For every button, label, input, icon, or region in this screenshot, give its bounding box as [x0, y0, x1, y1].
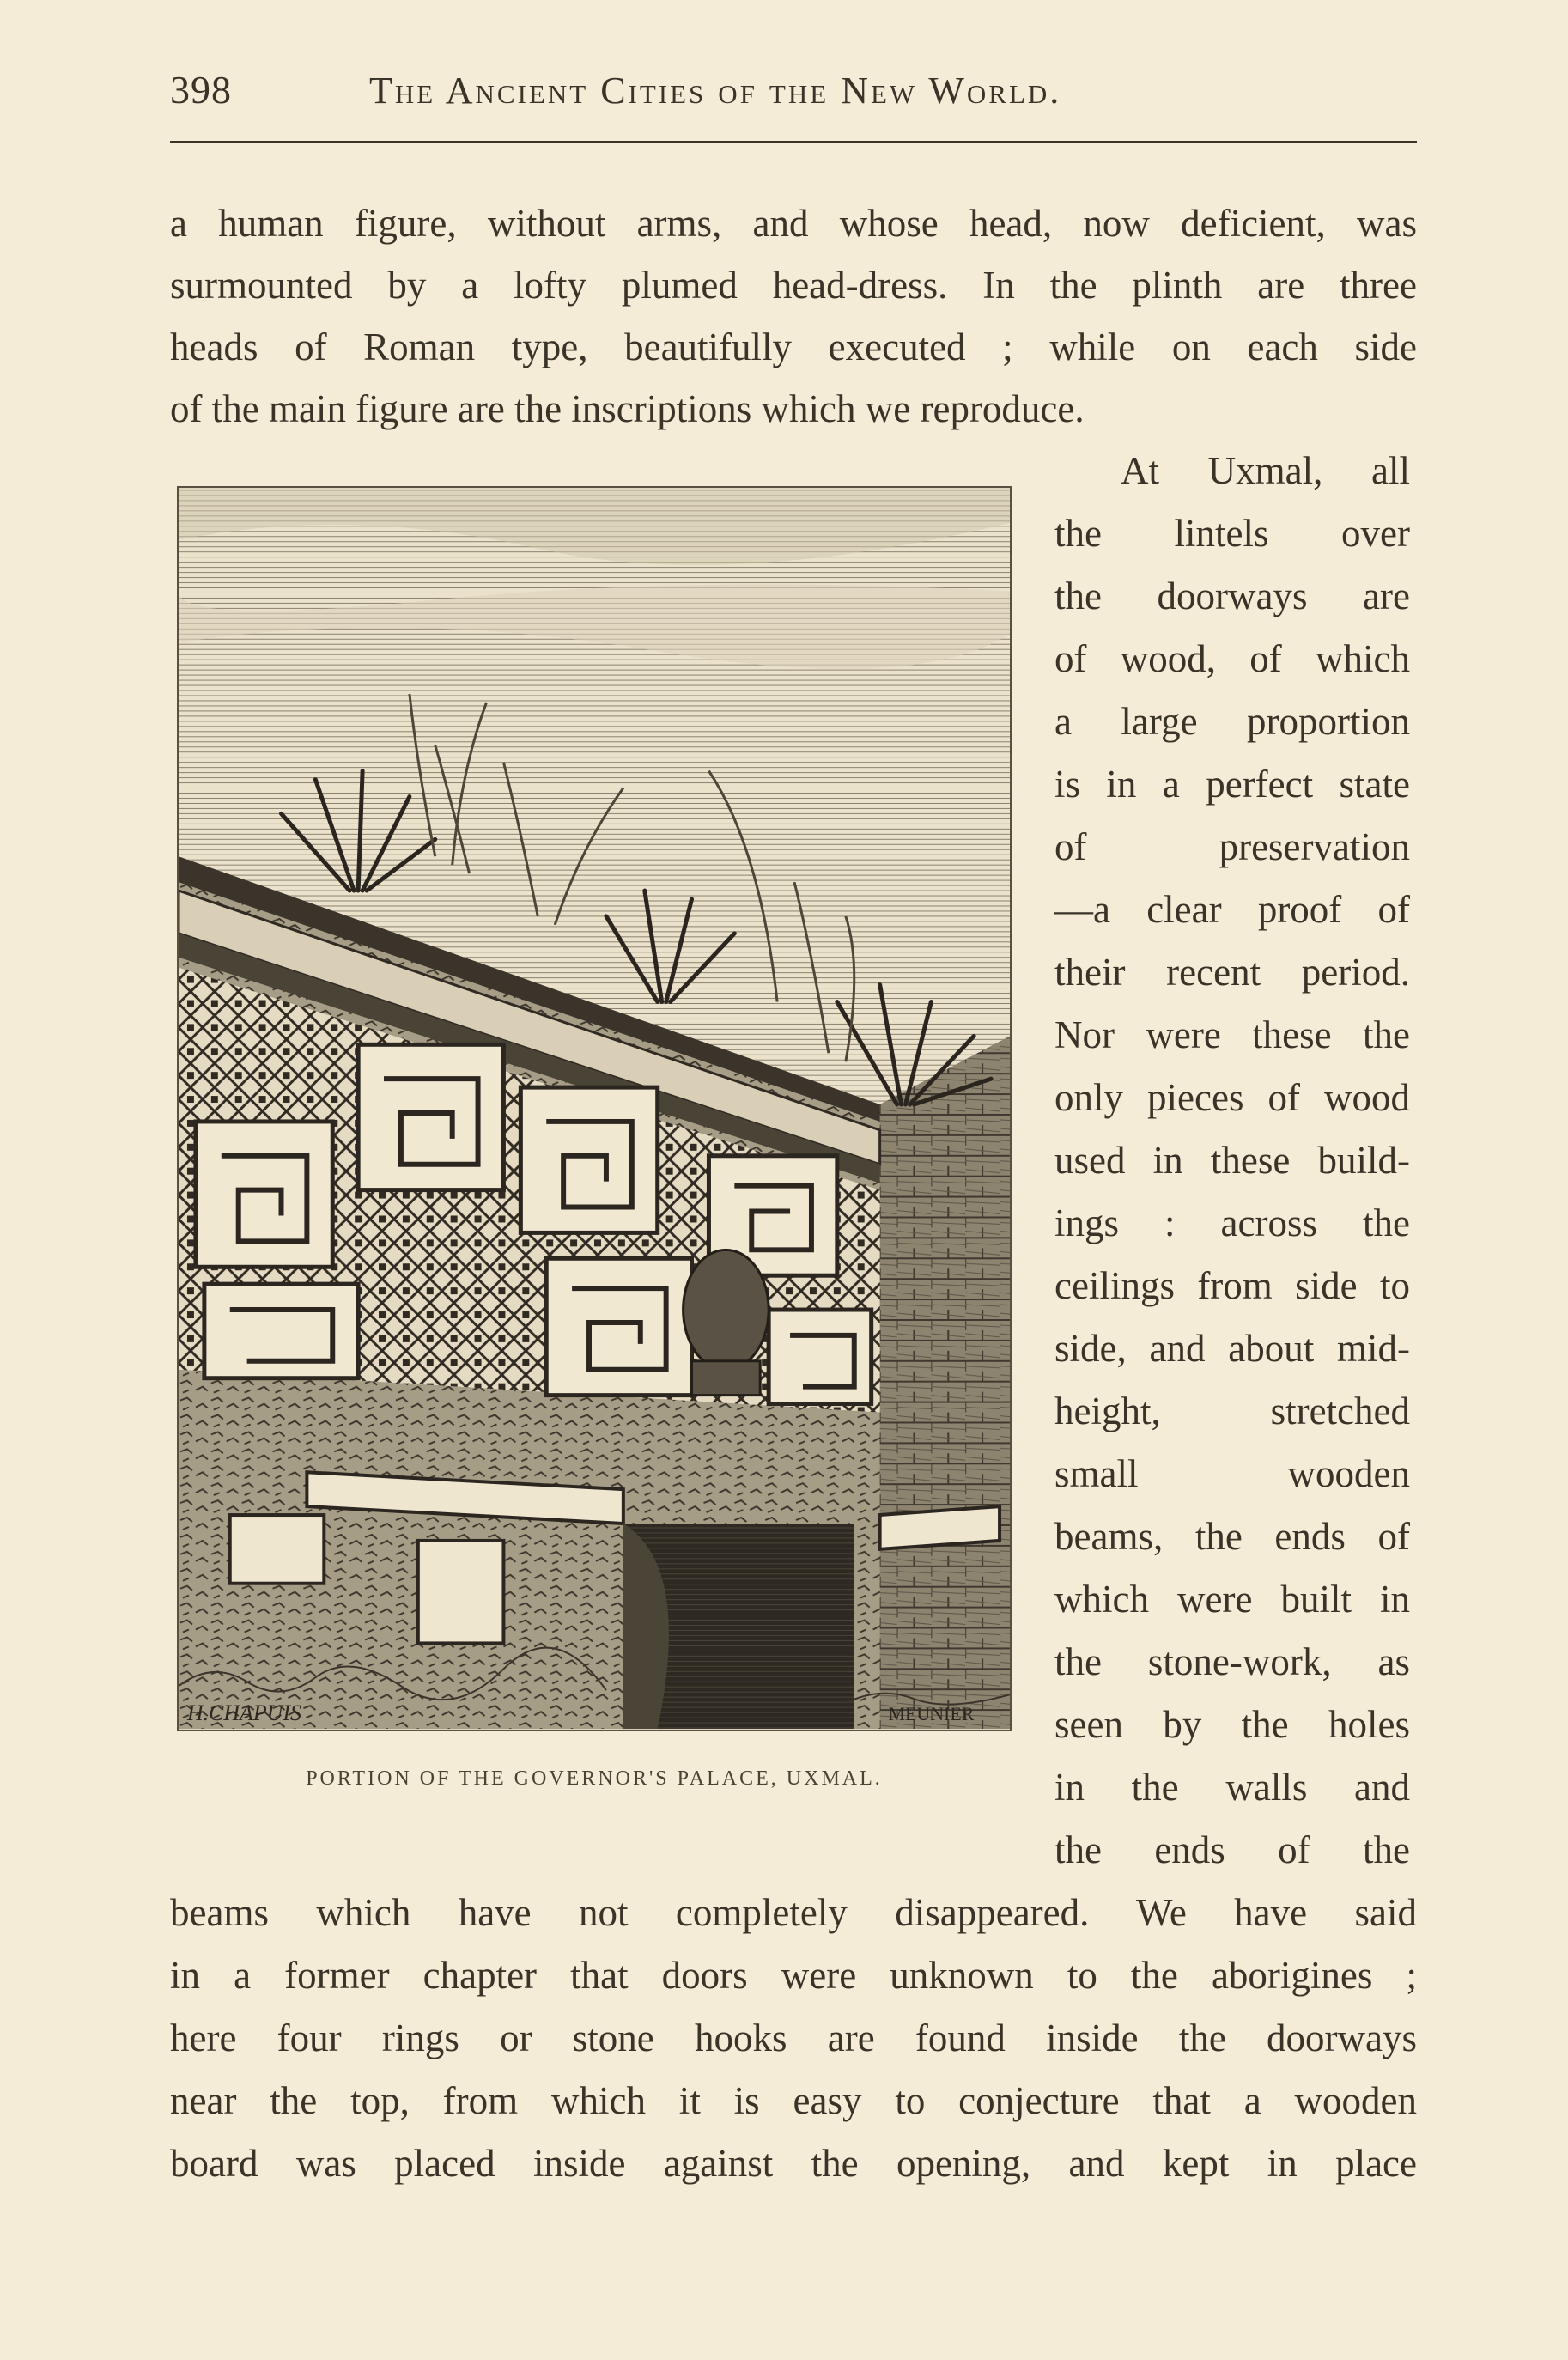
side-line: height, stretched — [1054, 1390, 1410, 1432]
side-line: used in these build- — [1054, 1139, 1410, 1182]
page-number: 398 — [170, 68, 232, 112]
side-line: is in a perfect state — [1054, 763, 1410, 806]
side-line: their recent period. — [1054, 951, 1410, 994]
side-line: in the walls and — [1054, 1766, 1410, 1809]
body-line: near the top, from which it is easy to conjecture that a wooden — [170, 2079, 1417, 2122]
body-line: heads of Roman type, beautifully executed ; while on each side — [170, 325, 1417, 368]
side-line: seen by the holes — [1054, 1703, 1410, 1746]
side-line: At Uxmal, all — [1121, 449, 1410, 492]
side-line: of preservation — [1054, 825, 1410, 868]
side-line: the doorways are — [1054, 575, 1410, 617]
side-line: a large proportion — [1054, 700, 1410, 743]
side-line: only pieces of wood — [1054, 1076, 1410, 1119]
body-line: surmounted by a lofty plumed head-dress. In the plinth are three — [170, 264, 1417, 307]
body-line: here four rings or stone hooks are found inside the doorways — [170, 2016, 1417, 2059]
side-line: small wooden — [1054, 1452, 1410, 1495]
side-line: ceilings from side to — [1054, 1264, 1410, 1307]
body-line: a human figure, without arms, and whose head, now deficient, was — [170, 202, 1417, 245]
body-line: in a former chapter that doors were unknown to the aborigines ; — [170, 1954, 1417, 1997]
side-line: the ends of the — [1054, 1828, 1410, 1871]
body-line: board was placed inside against the opening, and kept in place — [170, 2142, 1417, 2185]
body-line: beams which have not completely disappeared. We have said — [170, 1891, 1417, 1934]
side-line: beams, the ends of — [1054, 1515, 1410, 1558]
side-line: which were built in — [1054, 1578, 1410, 1621]
side-line: ings : across the — [1054, 1201, 1410, 1244]
side-line: side, and about mid- — [1054, 1327, 1410, 1370]
running-title: The Ancient Cities of the New World. — [369, 70, 1062, 112]
side-line: —a clear proof of — [1054, 888, 1410, 931]
side-line: Nor were these the — [1054, 1013, 1410, 1056]
svg-text:H.CHAPUIS: H.CHAPUIS — [186, 1700, 301, 1726]
side-line: of wood, of which — [1054, 637, 1410, 680]
figure-caption: PORTION OF THE GOVERNOR'S PALACE, UXMAL. — [306, 1767, 883, 1790]
side-line: the lintels over — [1054, 512, 1410, 555]
body-line: of the main figure are the inscriptions which we reproduce. — [170, 387, 1085, 430]
palace-engraving — [177, 486, 1012, 1731]
svg-text:MEUNIER: MEUNIER — [888, 1703, 975, 1725]
header-rule — [170, 141, 1417, 143]
side-line: the stone-work, as — [1054, 1640, 1410, 1683]
